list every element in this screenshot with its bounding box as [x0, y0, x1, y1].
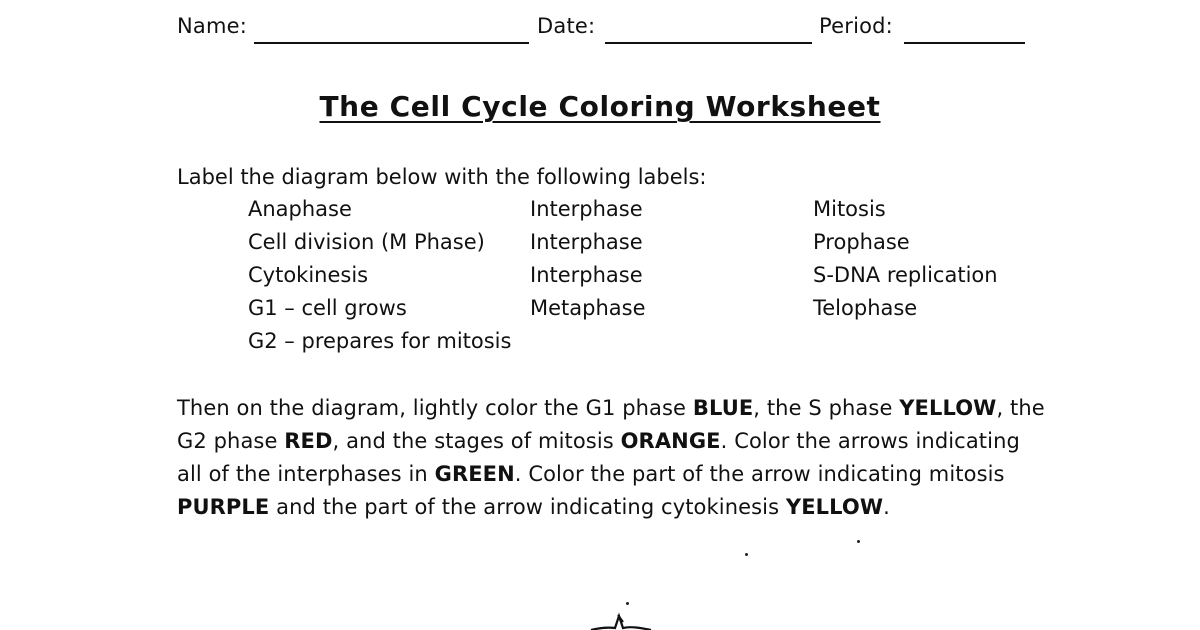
color-word-blue: BLUE [692, 396, 754, 420]
date-label: Date: [537, 14, 596, 38]
color-word-green: GREEN [434, 462, 515, 486]
header-fields [177, 14, 1027, 48]
worksheet-title-text: The Cell Cycle Coloring Worksheet [319, 90, 881, 123]
label-item: Cytokinesis [248, 263, 369, 287]
instr-text: . Color the part of the arrow indicating mitosis [514, 462, 1005, 486]
scan-speck [745, 553, 748, 556]
label-item: Mitosis [813, 197, 886, 221]
label-item: Metaphase [530, 296, 646, 320]
label-item: Interphase [530, 197, 643, 221]
period-label: Period: [819, 14, 893, 38]
color-word-red: RED [284, 429, 333, 453]
label-instructions: Label the diagram below with the following labels: [177, 165, 707, 189]
name-blank-line[interactable] [254, 42, 529, 44]
date-blank-line[interactable] [605, 42, 812, 44]
instr-text: . [883, 495, 890, 519]
color-word-yellow: YELLOW [899, 396, 997, 420]
coloring-instructions [177, 392, 1047, 524]
label-item: Cell division (M Phase) [248, 230, 485, 254]
period-blank-line[interactable] [904, 42, 1025, 44]
scan-speck [857, 540, 860, 543]
label-item: G2 – prepares for mitosis [248, 329, 512, 353]
worksheet-title [0, 90, 1200, 123]
label-item: Telophase [813, 296, 918, 320]
color-word-yellow: YELLOW [785, 495, 884, 519]
instr-text: . Color the arrows indicating all of the interphases in [177, 429, 1020, 486]
label-item: G1 – cell grows [248, 296, 407, 320]
instr-text: , the G2 phase [177, 396, 1045, 453]
label-item: Anaphase [248, 197, 352, 221]
instr-text: and the part of the arrow indicating cytokinesis [269, 495, 786, 519]
label-item: Interphase [530, 230, 643, 254]
name-label: Name: [177, 14, 248, 38]
instr-text: , the S phase [753, 396, 900, 420]
color-word-purple: PURPLE [177, 495, 270, 519]
label-item: S-DNA replication [813, 263, 998, 287]
instr-text: Then on the diagram, lightly color the G1 phase [177, 396, 693, 420]
label-item: Interphase [530, 263, 643, 287]
label-item: Prophase [813, 230, 910, 254]
cell-cycle-diagram-top [585, 598, 665, 630]
instr-text: , and the stages of mitosis [332, 429, 621, 453]
color-word-orange: ORANGE [620, 429, 721, 453]
